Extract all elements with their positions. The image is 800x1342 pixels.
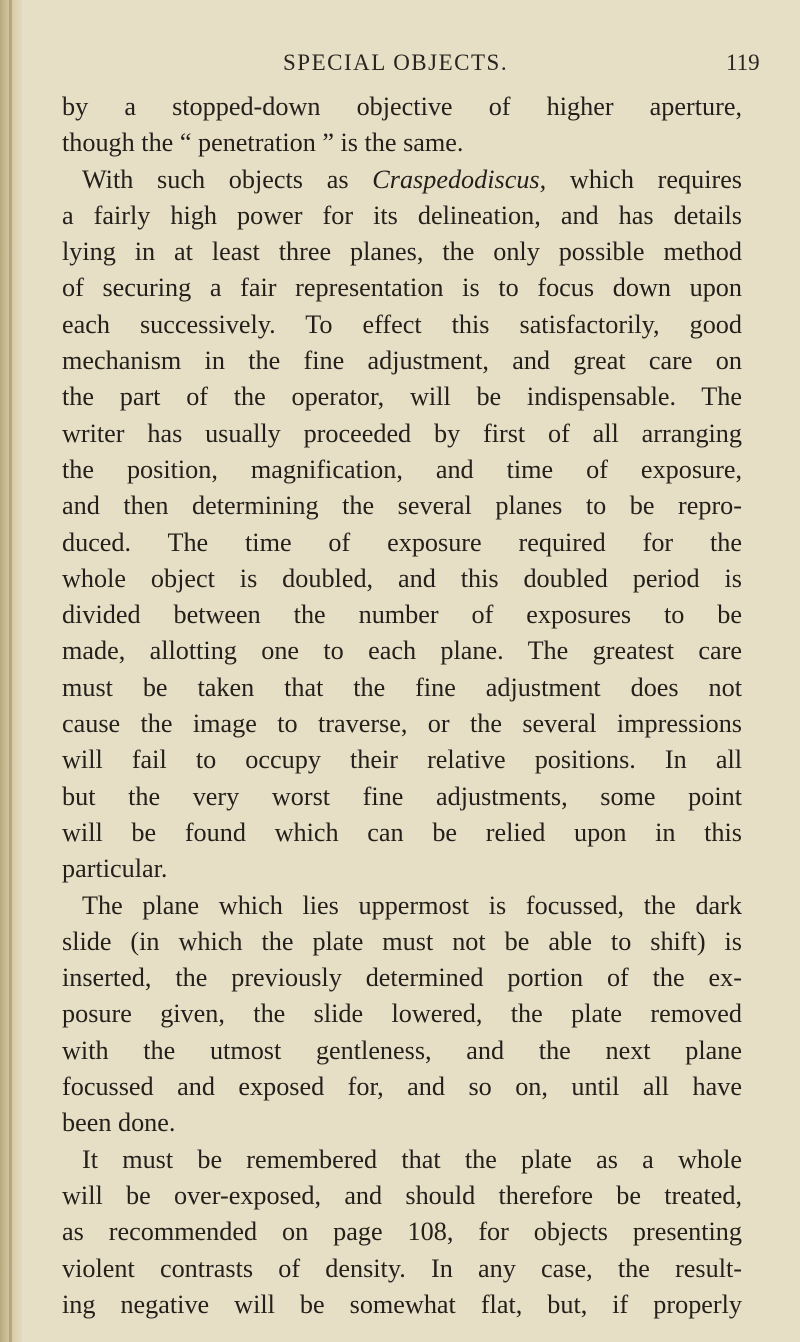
text-line: The plane which lies uppermost is focussed, the dark bbox=[82, 890, 742, 920]
text-line: particular. bbox=[62, 854, 168, 884]
text-line: by a stopped-down objective of higher aperture, bbox=[62, 92, 742, 121]
text-line: ing negative will be somewhat flat, but, if properly bbox=[62, 1289, 742, 1319]
text-line: but the very worst fine adjustments, some point bbox=[62, 781, 742, 811]
text-line: duced. The time of exposure required for the bbox=[62, 527, 742, 557]
text-line: though the “ penetration ” is the same. bbox=[62, 128, 464, 158]
text-line: each successively. To effect this satisfactorily, good bbox=[62, 309, 742, 339]
text-run: which requires bbox=[546, 164, 743, 194]
text-line: the part of the operator, will be indispensable. The bbox=[62, 382, 742, 412]
text-line: will be found which can be relied upon in this bbox=[62, 817, 742, 847]
text-line: been done. bbox=[62, 1108, 176, 1138]
page-header bbox=[0, 50, 800, 84]
text-line: will fail to occupy their relative positions. In all bbox=[62, 745, 742, 775]
text-line: with the utmost gentleness, and the next plane bbox=[62, 1035, 742, 1065]
text-line: will be over-exposed, and should therefore be treated, bbox=[62, 1180, 742, 1210]
text-line: whole object is doubled, and this doubled period is bbox=[62, 563, 742, 593]
running-head: SPECIAL OBJECTS. bbox=[283, 50, 509, 75]
body-text bbox=[62, 89, 742, 1323]
text-line bbox=[62, 162, 742, 198]
text-line: a fairly high power for its delineation, and has details bbox=[62, 200, 742, 230]
text-line: divided between the number of exposures to be bbox=[62, 600, 742, 630]
text-run: With such objects as bbox=[82, 164, 373, 194]
binding-edge bbox=[9, 0, 12, 1342]
text-line: the position, magnification, and time of exposure, bbox=[62, 454, 742, 484]
text-line: slide (in which the plate must not be able to shift) is bbox=[62, 926, 742, 956]
text-line: posure given, the slide lowered, the plate removed bbox=[62, 999, 742, 1029]
text-line: and then determining the several planes to be repro- bbox=[62, 491, 742, 521]
text-line: writer has usually proceeded by first of all arranging bbox=[62, 418, 742, 448]
text-line: mechanism in the fine adjustment, and great care on bbox=[62, 346, 742, 376]
text-line: It must be remembered that the plate as a whole bbox=[82, 1144, 742, 1174]
text-line: violent contrasts of density. In any case, the result- bbox=[62, 1253, 742, 1283]
text-line: cause the image to traverse, or the several impressions bbox=[62, 709, 742, 739]
text-line: made, allotting one to each plane. The greatest care bbox=[62, 636, 742, 666]
page-number: 119 bbox=[726, 50, 760, 75]
species-name: Craspedodiscus, bbox=[372, 164, 547, 194]
text-line: inserted, the previously determined portion of the ex- bbox=[62, 963, 742, 993]
text-line: focussed and exposed for, and so on, until all have bbox=[62, 1072, 742, 1102]
text-line: must be taken that the fine adjustment does not bbox=[62, 672, 742, 702]
text-line: lying in at least three planes, the only possible method bbox=[62, 237, 742, 267]
text-line: as recommended on page 108, for objects presenting bbox=[62, 1217, 742, 1247]
text-line: of securing a fair representation is to focus down upon bbox=[62, 273, 742, 303]
